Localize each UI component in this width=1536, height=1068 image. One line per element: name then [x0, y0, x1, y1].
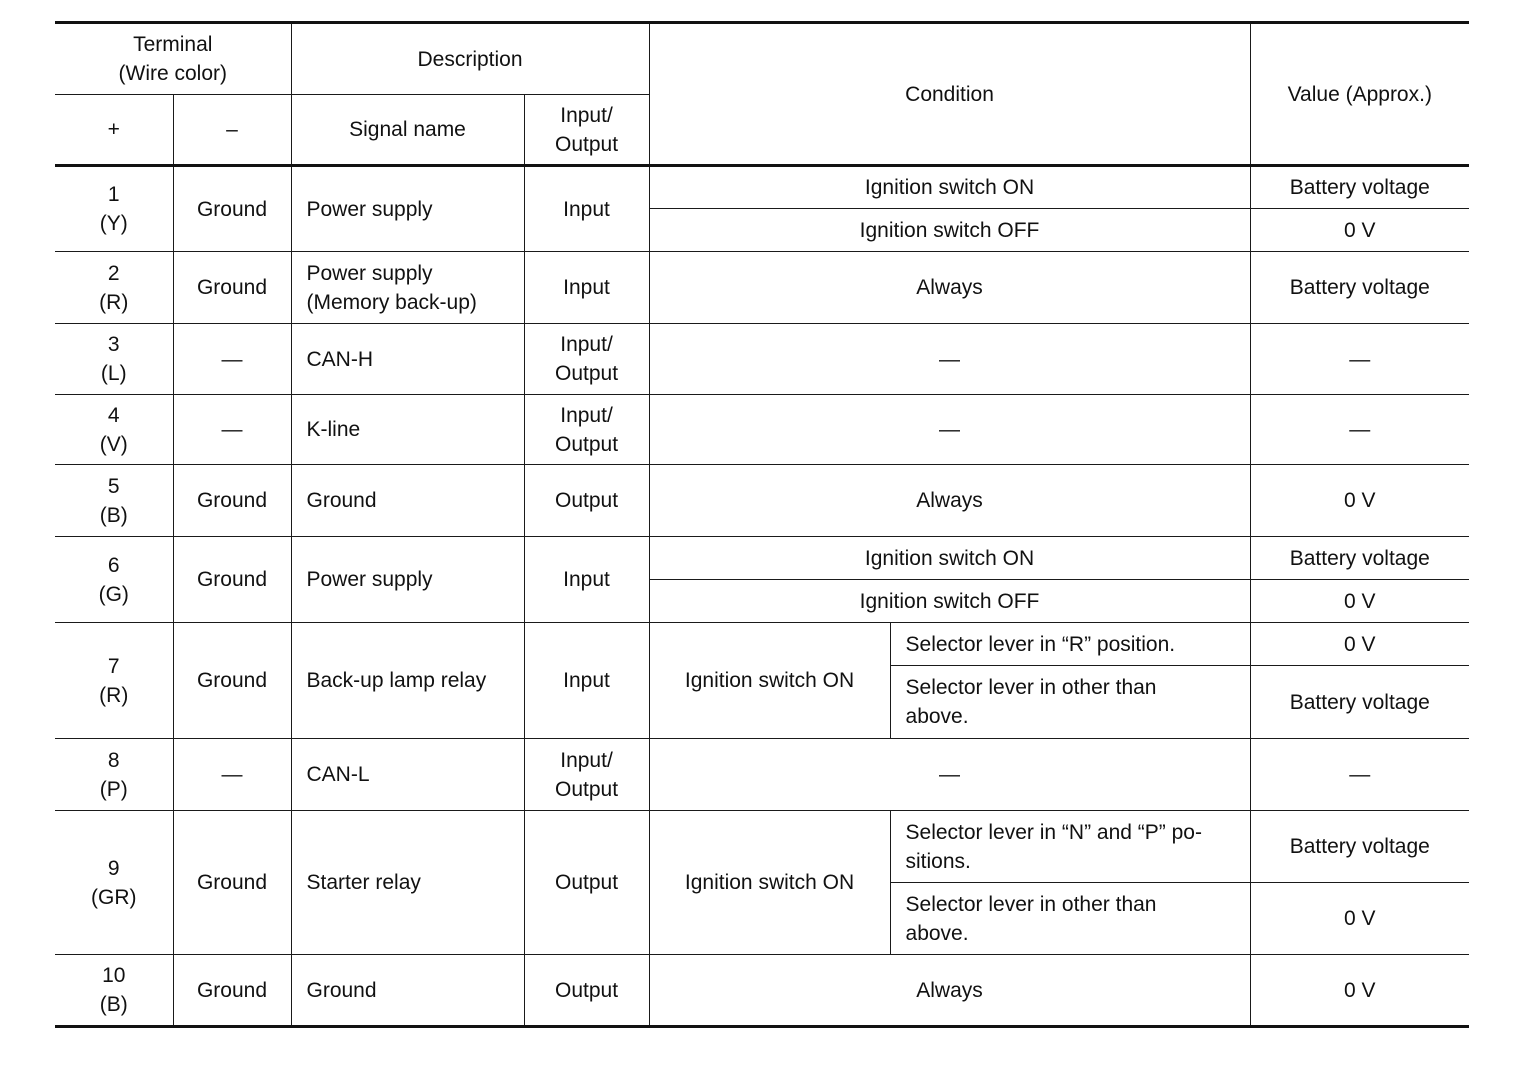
terminal-plus: 5 (B) — [55, 465, 173, 537]
signal-name: CAN-H — [291, 324, 524, 395]
input-output: Input/ Output — [524, 324, 649, 395]
condition: Ignition switch ON — [649, 537, 1250, 580]
terminal-minus: Ground — [173, 252, 291, 324]
value: — — [1250, 395, 1469, 465]
value: 0 V — [1250, 623, 1469, 666]
signal-name: Ground — [291, 955, 524, 1027]
terminal-minus: Ground — [173, 537, 291, 623]
value: 0 V — [1250, 883, 1469, 955]
condition: Ignition switch OFF — [649, 580, 1250, 623]
table-row — [55, 811, 1469, 883]
terminal-plus: 7 (R) — [55, 623, 173, 739]
input-output: Output — [524, 465, 649, 537]
signal-name: CAN-L — [291, 739, 524, 811]
table-row — [55, 955, 1469, 1027]
main-condition: Ignition switch ON — [649, 623, 890, 739]
value: Battery voltage — [1250, 252, 1469, 324]
terminal-plus: 9 (GR) — [55, 811, 173, 955]
terminal-minus: — — [173, 395, 291, 465]
value: Battery voltage — [1250, 537, 1469, 580]
header-value: Value (Approx.) — [1250, 23, 1469, 166]
input-output: Input/ Output — [524, 395, 649, 465]
input-output: Input/ Output — [524, 739, 649, 811]
value: Battery voltage — [1250, 811, 1469, 883]
value: 0 V — [1250, 955, 1469, 1027]
terminal-minus: Ground — [173, 811, 291, 955]
header-signal-name: Signal name — [291, 95, 524, 166]
signal-name: Starter relay — [291, 811, 524, 955]
header-terminal: Terminal (Wire color) — [55, 23, 291, 95]
value: — — [1250, 739, 1469, 811]
sub-condition: Selector lever in other than above. — [890, 883, 1250, 955]
condition: Ignition switch OFF — [649, 209, 1250, 252]
condition: — — [649, 324, 1250, 395]
terminal-plus: 3 (L) — [55, 324, 173, 395]
input-output: Output — [524, 955, 649, 1027]
condition: Always — [649, 955, 1250, 1027]
terminal-minus: — — [173, 739, 291, 811]
signal-name: Ground — [291, 465, 524, 537]
value: Battery voltage — [1250, 666, 1469, 739]
header-condition: Condition — [649, 23, 1250, 166]
signal-name: Power supply (Memory back-up) — [291, 252, 524, 324]
table-row — [55, 166, 1469, 209]
table-row — [55, 465, 1469, 537]
terminal-plus: 2 (R) — [55, 252, 173, 324]
terminal-plus: 1 (Y) — [55, 166, 173, 252]
sub-condition: Selector lever in other than above. — [890, 666, 1250, 739]
terminal-minus: Ground — [173, 166, 291, 252]
sub-condition: Selector lever in “N” and “P” po- sitions. — [890, 811, 1250, 883]
terminal-minus: Ground — [173, 623, 291, 739]
terminal-minus: Ground — [173, 955, 291, 1027]
table-row — [55, 252, 1469, 324]
terminal-plus: 8 (P) — [55, 739, 173, 811]
condition: Always — [649, 252, 1250, 324]
header-description: Description — [291, 23, 649, 95]
terminal-plus: 4 (V) — [55, 395, 173, 465]
table-row — [55, 324, 1469, 395]
signal-name: Back-up lamp relay — [291, 623, 524, 739]
input-output: Input — [524, 537, 649, 623]
input-output: Output — [524, 811, 649, 955]
condition: Always — [649, 465, 1250, 537]
terminal-plus: 10 (B) — [55, 955, 173, 1027]
value: — — [1250, 324, 1469, 395]
header-plus: + — [55, 95, 173, 166]
terminal-minus: Ground — [173, 465, 291, 537]
table-row — [55, 739, 1469, 811]
value: Battery voltage — [1250, 166, 1469, 209]
terminal-minus: — — [173, 324, 291, 395]
signal-name: K-line — [291, 395, 524, 465]
terminal-plus: 6 (G) — [55, 537, 173, 623]
input-output: Input — [524, 166, 649, 252]
table-row — [55, 537, 1469, 580]
input-output: Input — [524, 252, 649, 324]
condition: — — [649, 739, 1250, 811]
value: 0 V — [1250, 465, 1469, 537]
signal-name: Power supply — [291, 537, 524, 623]
value: 0 V — [1250, 209, 1469, 252]
signal-name: Power supply — [291, 166, 524, 252]
input-output: Input — [524, 623, 649, 739]
value: 0 V — [1250, 580, 1469, 623]
main-condition: Ignition switch ON — [649, 811, 890, 955]
table-row — [55, 623, 1469, 666]
table-row — [55, 395, 1469, 465]
condition: Ignition switch ON — [649, 166, 1250, 209]
condition: — — [649, 395, 1250, 465]
terminal-table — [55, 21, 1469, 1028]
header-input-output: Input/ Output — [524, 95, 649, 166]
header-minus: – — [173, 95, 291, 166]
sub-condition: Selector lever in “R” position. — [890, 623, 1250, 666]
